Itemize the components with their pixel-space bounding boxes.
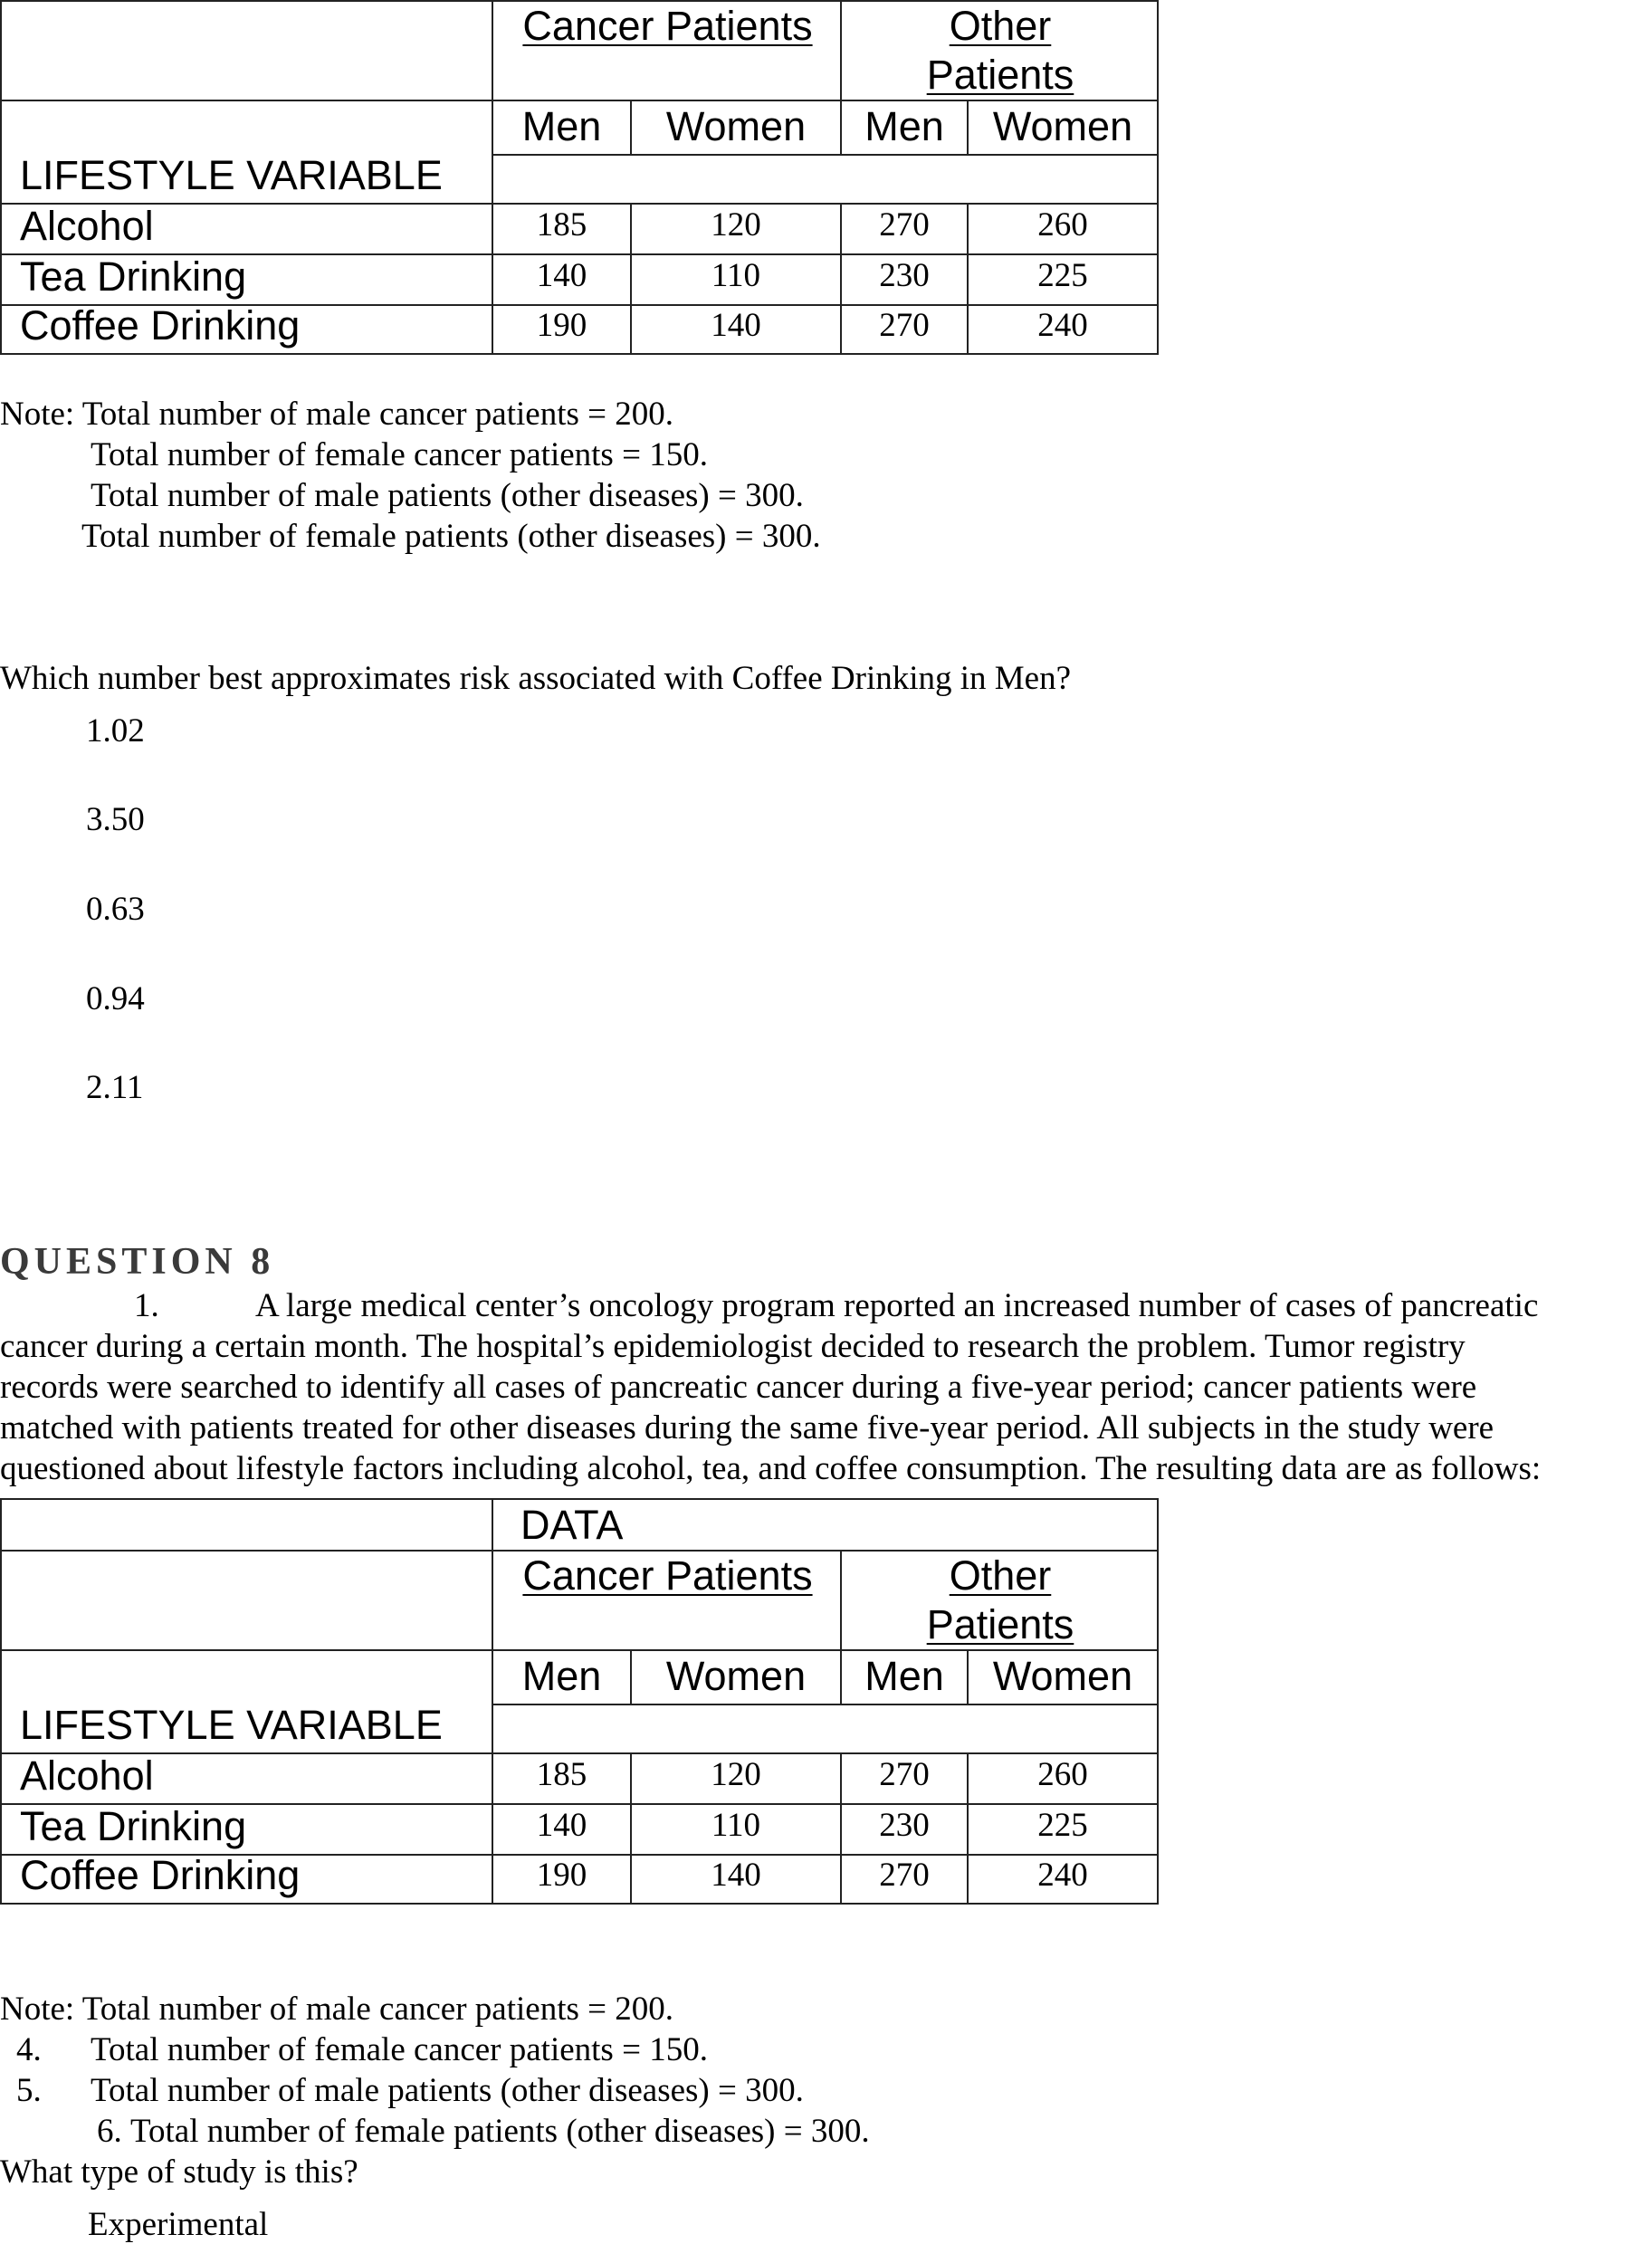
lifestyle-variable-label: LIFESTYLE VARIABLE [20, 1702, 443, 1748]
question-line: questioned about lifestyle factors including alcohol, tea, and coffee consumption. The resulting data are as follows: [0, 1450, 1542, 1487]
row-label-coffee: Coffee Drinking [20, 1852, 301, 1898]
question-line: records were searched to identify all cases of pancreatic cancer during a five-year period; cancer patients were [0, 1369, 1477, 1406]
cell: 185 [536, 1756, 587, 1793]
note-number: 4. [16, 2031, 42, 2068]
cell: 270 [879, 307, 930, 344]
cell: 110 [711, 1807, 761, 1844]
cell: 230 [879, 257, 930, 294]
women-header: Women [665, 103, 807, 149]
answer-option[interactable]: 0.63 [86, 891, 145, 928]
cell: 190 [536, 1857, 587, 1894]
men-header: Men [521, 103, 602, 149]
lifestyle-table-2 [0, 1498, 1159, 1905]
note-line: Note: Total number of male cancer patients = 200. [0, 396, 673, 433]
row-label-alcohol: Alcohol [20, 1752, 154, 1799]
cell: 240 [1037, 307, 1088, 344]
women-header: Women [992, 103, 1133, 149]
cell: 185 [536, 206, 587, 243]
answer-option[interactable]: 2.11 [86, 1069, 144, 1106]
answer-option[interactable]: 1.02 [86, 712, 145, 750]
men-header: Men [864, 103, 944, 149]
answer-option[interactable]: 0.94 [86, 980, 145, 1017]
cell: 110 [711, 257, 761, 294]
cancer-patients-header: Cancer Patients [522, 1552, 813, 1599]
note-line: Total number of female patients (other diseases) = 300. [130, 2113, 870, 2150]
cell: 120 [711, 206, 761, 243]
women-header: Women [665, 1653, 807, 1699]
question-prompt: What type of study is this? [0, 2153, 358, 2191]
note-line: Total number of female cancer patients = 150. [91, 436, 708, 473]
row-label-tea: Tea Drinking [20, 253, 247, 300]
lifestyle-variable-label: LIFESTYLE VARIABLE [20, 152, 443, 198]
cell: 140 [711, 1857, 761, 1894]
cell: 120 [711, 1756, 761, 1793]
cell: 225 [1037, 257, 1088, 294]
cell: 190 [536, 307, 587, 344]
cell: 140 [711, 307, 761, 344]
cancer-patients-header: Cancer Patients [522, 3, 813, 49]
other-patients-header: Other Patients [926, 1552, 1074, 1647]
cell: 140 [536, 1807, 587, 1844]
note-line: Total number of male patients (other diseases) = 300. [91, 477, 804, 514]
row-label-alcohol: Alcohol [20, 203, 154, 249]
cell: 260 [1037, 206, 1088, 243]
data-header: DATA [520, 1502, 624, 1548]
cell: 225 [1037, 1807, 1088, 1844]
cell: 270 [879, 206, 930, 243]
question-prompt: Which number best approximates risk associated with Coffee Drinking in Men? [0, 660, 1072, 697]
other-patients-header: Other Patients [926, 3, 1074, 98]
cell: 140 [536, 257, 587, 294]
note-number: 5. [16, 2072, 42, 2109]
note-number: 6. [97, 2113, 122, 2150]
note-line: Total number of male patients (other diseases) = 300. [91, 2072, 804, 2109]
men-header: Men [521, 1653, 602, 1699]
answer-option[interactable]: Experimental [88, 2206, 269, 2243]
row-label-tea: Tea Drinking [20, 1803, 247, 1849]
note-line: Note: Total number of male cancer patients = 200. [0, 1991, 673, 2028]
cell: 240 [1037, 1857, 1088, 1894]
question-line: matched with patients treated for other diseases during the same five-year period. All subjects in the study were [0, 1409, 1494, 1447]
cell: 230 [879, 1807, 930, 1844]
question-heading: QUESTION 8 [0, 1241, 275, 1283]
cell: 260 [1037, 1756, 1088, 1793]
note-line: Total number of female cancer patients = 150. [91, 2031, 708, 2068]
women-header: Women [992, 1653, 1133, 1699]
lifestyle-table-1 [0, 0, 1159, 355]
question-line: cancer during a certain month. The hospital’s epidemiologist decided to research the problem. Tumor registry [0, 1328, 1466, 1365]
cell: 270 [879, 1857, 930, 1894]
question-line: A large medical center’s oncology program reported an increased number of cases of pancreatic [255, 1287, 1539, 1324]
note-line: Total number of female patients (other diseases) = 300. [81, 518, 821, 555]
question-number: 1. [134, 1287, 159, 1324]
men-header: Men [864, 1653, 944, 1699]
cell: 270 [879, 1756, 930, 1793]
row-label-coffee: Coffee Drinking [20, 302, 301, 349]
answer-option[interactable]: 3.50 [86, 801, 145, 838]
